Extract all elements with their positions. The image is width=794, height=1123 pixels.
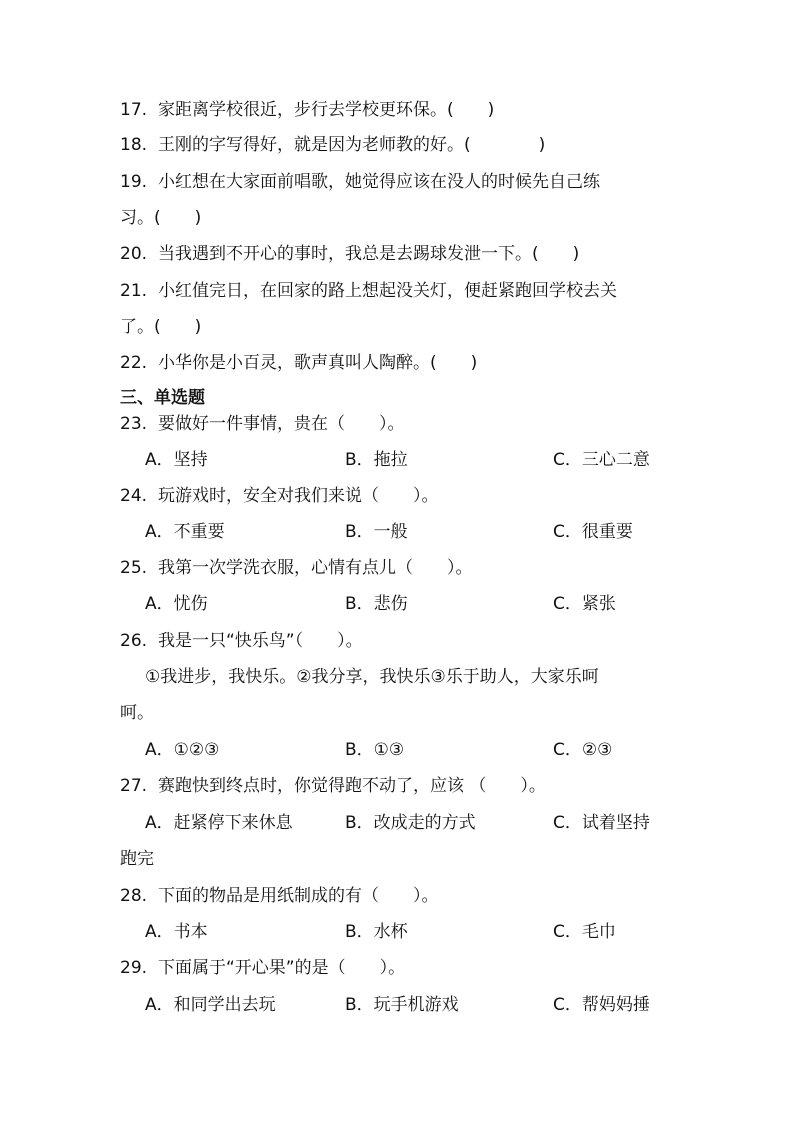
question-23 <box>120 412 684 436</box>
question-26 <box>120 629 684 653</box>
question-27 <box>120 774 684 798</box>
option-c: C．很重要 <box>553 522 633 542</box>
option-b: B．悲伤 <box>345 594 408 614</box>
question-text: 下面的物品是用纸制成的有（ ）。 <box>158 886 439 906</box>
question-20 <box>120 242 684 266</box>
question-text: 小红值完日，在回家的路上想起没关灯，便赶紧跑回学校去关 <box>158 281 617 301</box>
section-title: 三、单选题 <box>120 388 205 408</box>
question-number: 29. <box>120 958 148 978</box>
option-a: A．和同学出去玩 <box>145 995 276 1015</box>
question-17 <box>120 98 684 122</box>
question-26-stem: ①我进步，我快乐。②我分享，我快乐③乐于助人，大家乐呵 <box>145 667 599 687</box>
question-text: 赛跑快到终点时，你觉得跑不动了，应该 （ ）。 <box>158 776 546 796</box>
option-c: C．②③ <box>553 740 613 760</box>
question-number: 24. <box>120 486 148 506</box>
option-c: C．帮妈妈捶 <box>553 995 650 1015</box>
option-c: C．试着坚持 <box>553 813 650 833</box>
option-a: A．书本 <box>145 922 208 942</box>
option-a: A．赶紧停下来休息 <box>145 813 293 833</box>
question-19-continued <box>120 206 684 230</box>
option-a: A．不重要 <box>145 522 225 542</box>
question-21-continued <box>120 315 684 339</box>
question-number: 27. <box>120 776 148 796</box>
option-a: A．忧伤 <box>145 594 208 614</box>
option-b: B．水杯 <box>345 922 408 942</box>
question-28 <box>120 884 684 908</box>
question-text: 我是一只“快乐鸟”（ ）。 <box>158 631 363 651</box>
question-text: 我第一次学洗衣服，心情有点儿（ ）。 <box>158 558 473 578</box>
question-stem-wrap: 呵。 <box>120 703 154 723</box>
question-text-wrap: 习。( ) <box>120 208 202 228</box>
question-21 <box>120 279 684 303</box>
question-number: 21. <box>120 281 148 301</box>
question-text: 要做好一件事情，贵在（ ）。 <box>158 414 405 434</box>
question-text: 玩游戏时，安全对我们来说（ ）。 <box>158 486 439 506</box>
option-b: B．玩手机游戏 <box>345 995 459 1015</box>
question-number: 19. <box>120 172 148 192</box>
option-b: B．改成走的方式 <box>345 813 476 833</box>
question-text: 家距离学校很近，步行去学校更环保。( ) <box>158 100 495 120</box>
question-25 <box>120 556 684 580</box>
question-text: 王刚的字写得好，就是因为老师教的好。( ) <box>158 135 546 155</box>
question-number: 23. <box>120 414 148 434</box>
question-18 <box>120 133 684 157</box>
question-number: 22. <box>120 353 148 373</box>
question-number: 20. <box>120 244 148 264</box>
option-b: B．一般 <box>345 522 408 542</box>
option-c: C．毛巾 <box>553 922 616 942</box>
question-26-stem-continued <box>120 701 684 725</box>
question-text: 小红想在大家面前唱歌，她觉得应该在没人的时候先自己练 <box>158 172 600 192</box>
option-b: B．拖拉 <box>345 450 408 470</box>
question-number: 26. <box>120 631 148 651</box>
question-22 <box>120 351 684 375</box>
question-text: 下面属于“开心果”的是（ ）。 <box>158 958 406 978</box>
question-text: 当我遇到不开心的事时，我总是去踢球发泄一下。( ) <box>158 244 580 264</box>
option-a: A．坚持 <box>145 450 208 470</box>
question-text: 小华你是小百灵，歌声真叫人陶醉。( ) <box>158 353 478 373</box>
option-b: B．①③ <box>345 740 405 760</box>
question-number: 18. <box>120 135 148 155</box>
question-number: 17. <box>120 100 148 120</box>
option-a: A．①②③ <box>145 740 220 760</box>
option-c: C．三心二意 <box>553 450 650 470</box>
option-c: C．紧张 <box>553 594 616 614</box>
option-wrap: 跑完 <box>120 849 154 869</box>
question-text-wrap: 了。( ) <box>120 317 202 337</box>
option-c-continued <box>120 847 684 871</box>
question-29 <box>120 956 684 980</box>
question-number: 28. <box>120 886 148 906</box>
question-24 <box>120 484 684 508</box>
question-19 <box>120 170 684 194</box>
question-number: 25. <box>120 558 148 578</box>
